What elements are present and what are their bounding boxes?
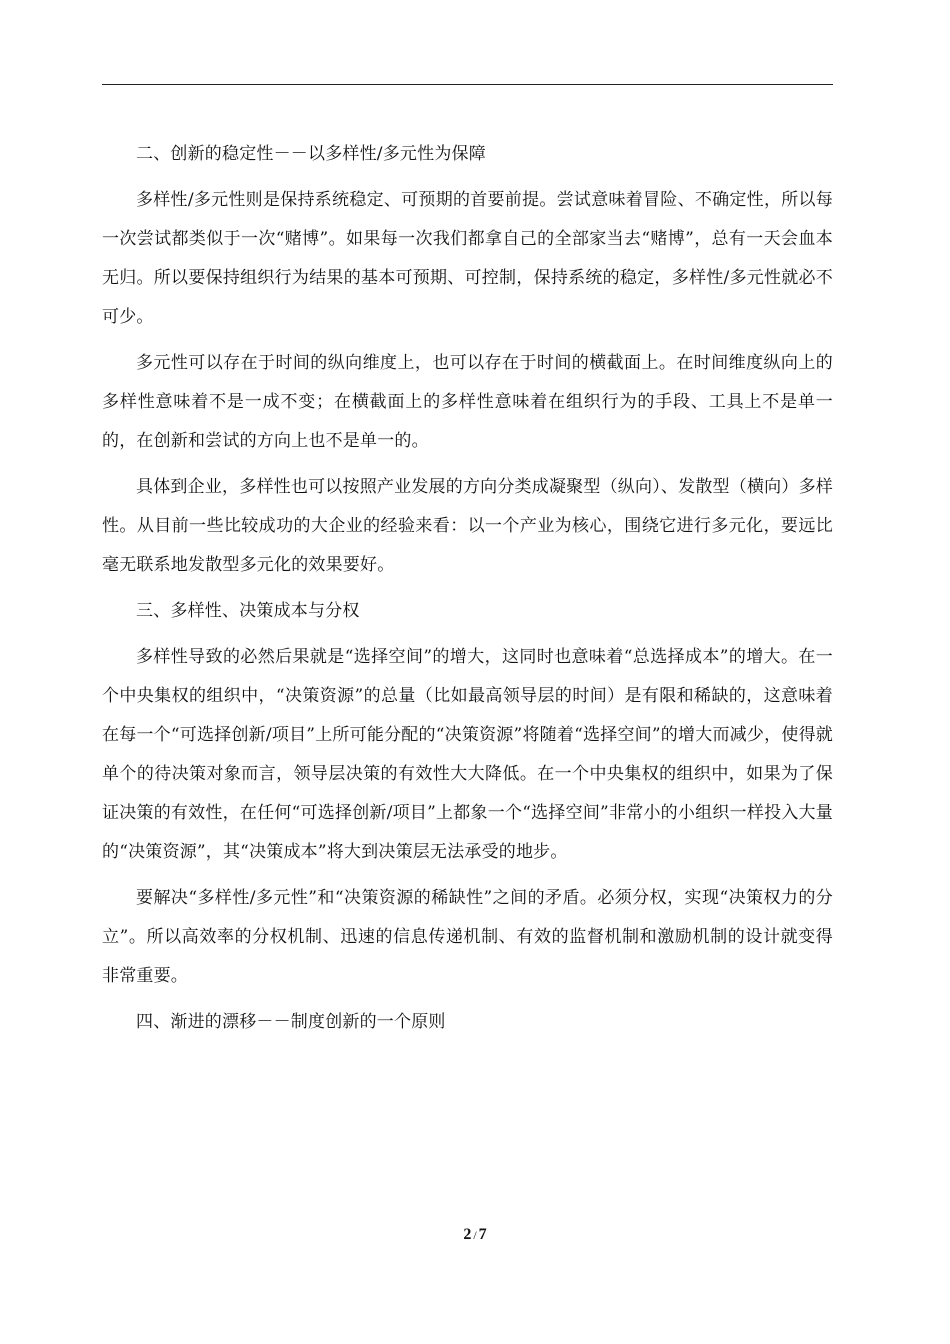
paragraph: 多元性可以存在于时间的纵向维度上，也可以存在于时间的横截面上。在时间维度纵向上的多样性意味着不是一成不变；在横截面上的多样性意味着在组织行为的手段、工具上不是单一的，在创新和尝试的方向上也不是单一的。 (102, 353, 833, 451)
header-rule (102, 84, 833, 85)
section-heading: 三、多样性、决策成本与分权 (136, 601, 360, 621)
page-separator: / (473, 1228, 477, 1242)
page-content (102, 135, 833, 1042)
paragraph: 多样性/多元性则是保持系统稳定、可预期的首要前提。尝试意味着冒险、不确定性，所以每一次尝试都类似于一次“赌博”。如果每一次我们都拿自己的全部家当去“赌博”，总有一天会血本无归。所以要保持组织行为结果的基本可预期、可控制，保持系统的稳定，多样性/多元性就必不可少。 (102, 190, 833, 327)
section-heading: 四、渐进的漂移－－制度创新的一个原则 (136, 1012, 446, 1032)
paragraph: 要解决“多样性/多元性”和“决策资源的稀缺性”之间的矛盾。必须分权，实现“决策权力的分立”。所以高效率的分权机制、迅速的信息传递机制、有效的监督机制和激励机制的设计就变得非常重要。 (102, 888, 833, 986)
page-number (0, 1226, 950, 1244)
paragraph: 多样性导致的必然后果就是“选择空间”的增大，这同时也意味着“总选择成本”的增大。在一个中央集权的组织中，“决策资源”的总量（比如最高领导层的时间）是有限和稀缺的，这意味着在每一个“可选择创新/项目”上所可能分配的“决策资源”将随着“选择空间”的增大而减少，使得就单个的待决策对象而言，领导层决策的有效性大大降低。在一个中央集权的组织中，如果为了保证决策的有效性，在任何“可选择创新/项目”上都象一个“选择空间”非常小的小组织一样投入大量的“决策资源”，其“决策成本”将大到决策层无法承受的地步。 (102, 647, 833, 862)
section-heading: 二、创新的稳定性－－以多样性/多元性为保障 (136, 144, 486, 164)
page-total: 7 (478, 1226, 487, 1243)
paragraph: 具体到企业，多样性也可以按照产业发展的方向分类成凝聚型（纵向）、发散型（横向）多样性。从目前一些比较成功的大企业的经验来看：以一个产业为核心，围绕它进行多元化，要远比毫无联系地发散型多元化的效果要好。 (102, 477, 833, 575)
page-current: 2 (463, 1226, 472, 1243)
